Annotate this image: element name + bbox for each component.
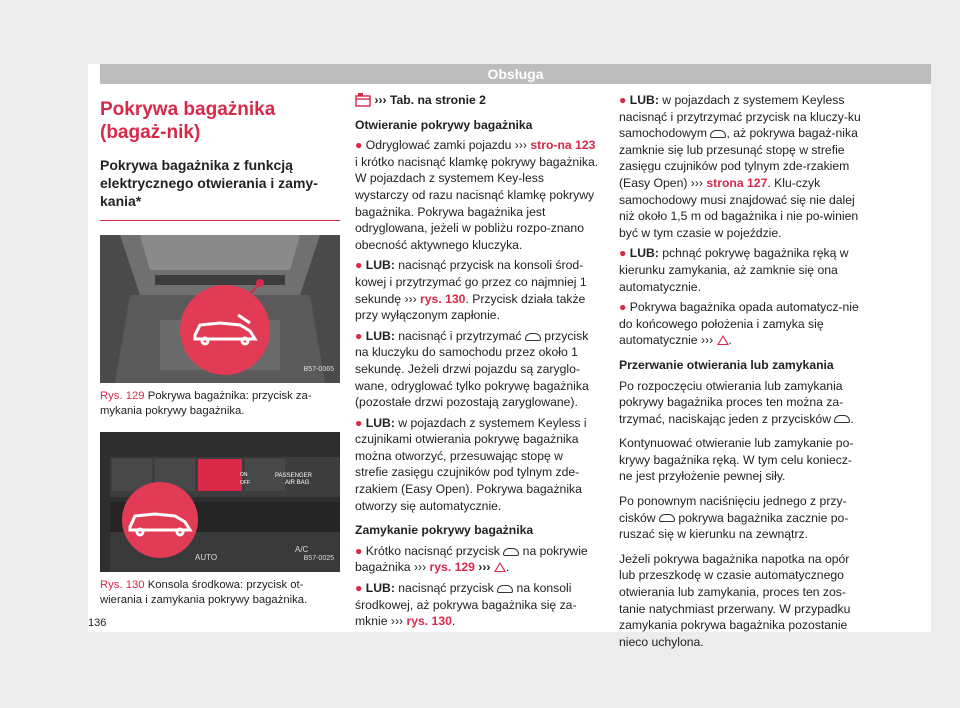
off-label: OFF (240, 480, 250, 486)
list-item: ● LUB: nacisnąć przycisk na konsoli środ-kowej i przytrzymać go przez co najmniej 1 sekundę ››› rys. 130. Przycisk działa także przy wyłączonym zapłonie. (355, 258, 587, 323)
column-right (619, 92, 862, 658)
subheading-stop: Przerwanie otwierania lub zamykania (619, 357, 834, 372)
page-number: 136 (88, 617, 107, 629)
figure-ref: Rys. 129 (100, 390, 145, 402)
on-label: ON (240, 472, 248, 478)
warning-icon (494, 562, 506, 572)
figure-ref: Rys. 130 (100, 579, 145, 591)
ac-label: A/C (295, 545, 309, 554)
paragraph: Jeżeli pokrywa bagażnika napotka na opór lub przeszkodę w czasie automatycznego otwierania lub zamykania, proces ten zos-tanie natychmiast przerwany. W przypadku zamykania pokrywa bagażnika pozostanie nieco uchylona. (619, 551, 851, 649)
list-item: ● LUB: nacisnąć przycisk na konsoli środkowej, aż pokrywa bagażnika się za-mknie ››› rys. 130. (355, 581, 577, 629)
book-tab-icon (355, 93, 371, 107)
list-item: ● Odryglować zamki pojazdu ››› stro-na 123 i krótko nacisnąć klamkę pokrywy bagażnika. W pojazdach z systemem Key-less wystarczy od razu nacisnąć klamkę pokrywy bagażnika. Pokrywa bagażnika jest odryglowana, jeżeli w pobliżu rozpo-znano obecność aktywnego kluczyka. (355, 138, 599, 252)
car-key-icon (497, 585, 513, 593)
car-key-icon (834, 415, 850, 423)
figure-link[interactable]: rys. 130 (406, 614, 452, 629)
bullet-icon: ● (619, 246, 627, 261)
bullet-icon: ● (619, 300, 627, 315)
column-left (100, 92, 340, 621)
paragraph: Po ponownym naciśnięciu jednego z przy-cisków pokrywa bagażnika zacznie po-ruszać się w kierunku na zewnątrz. (619, 494, 849, 542)
car-key-icon (503, 548, 519, 556)
list-item: ● LUB: pchnąć pokrywę bagażnika ręką w kierunku zamykania, aż zamknie się ona automatycznie. (619, 246, 849, 294)
section-subtitle: Pokrywa bagażnika z funkcją elektrycznego otwierania i zamy-kania* (100, 157, 318, 209)
tab-reference[interactable] (355, 92, 599, 109)
figure-code: B57-0065 (303, 366, 334, 374)
paragraph: Po rozpoczęciu otwierania lub zamykania pokrywy bagażnika proces ten można za-trzymać, naciskając jeden z przycisków . (619, 378, 854, 426)
car-key-icon (525, 333, 541, 341)
figure-console (100, 432, 340, 572)
bullet-icon: ● (355, 138, 363, 153)
car-key-icon (710, 130, 726, 138)
figure-caption (100, 578, 340, 607)
subheading-close: Zamykanie pokrywy bagażnika (355, 523, 534, 538)
page-link[interactable]: stro-na 123 (530, 138, 596, 153)
page-link[interactable]: strona 127 (706, 175, 768, 190)
figure-trunk-lid (100, 235, 340, 383)
passenger-label: PASSENGER (275, 473, 312, 479)
title-divider (100, 220, 340, 221)
list-item: ● LUB: w pojazdach z systemem Keyless nacisnąć i przytrzymać przycisk na kluczy-ku samochodowym , aż pokrywa bagaż-nika zamknie się lub przesunąć stopę w strefie zasięgu czujników pod tylnym zde-rzakiem (Easy Open) ››› strona 127. Klu-czyk samochodowy musi znajdować się nie dalej niż około 1,5 m od bagażnika i nie po-winien być w tym czasie w pojeździe. (619, 93, 861, 240)
column-middle (355, 92, 599, 634)
warning-icon (717, 335, 729, 345)
car-key-icon (659, 514, 675, 522)
paragraph: Kontynuować otwieranie lub zamykanie po-krywy bagażnika ręką. W tym celu koniecz-ne jest przyłożenie pewnej siły. (619, 436, 854, 484)
page-title: Pokrywa bagażnika (bagaż-nik) (100, 99, 276, 143)
bullet-icon: ● (355, 581, 363, 596)
figure-link[interactable]: rys. 129 (429, 560, 475, 575)
trunk-lid-illustration (100, 235, 340, 383)
bullet-icon: ● (355, 258, 363, 273)
airbag-label: AIR BAG (285, 480, 310, 486)
auto-label: AUTO (195, 553, 218, 562)
figure-caption-text: Pokrywa bagażnika: przycisk za-mykania pokrywy bagażnika. (100, 390, 312, 417)
figure-caption (100, 389, 340, 418)
bullet-icon: ● (619, 93, 627, 107)
bullet-icon: ● (355, 415, 363, 430)
list-item: ● Pokrywa bagażnika opada automatycz-nie do końcowego położenia i zamyka się automatycznie ››› . (619, 300, 859, 348)
section-header: Obsługa (100, 64, 931, 84)
subheading-open: Otwieranie pokrywy bagażnika (355, 117, 533, 132)
bullet-icon: ● (355, 543, 363, 558)
bullet-icon: ● (355, 328, 363, 343)
list-item: ● LUB: w pojazdach z systemem Keyless i czujnikami otwierania pokrywę bagażnika można otworzyć, przesuwając stopę w strefie zasięgu czujników pod tylnym zde-rzakiem (Easy Open). Pokrywa bagażnika otworzy się automatycznie. (355, 415, 587, 513)
figure-code: B57-0025 (303, 555, 334, 563)
list-item: ● Krótko nacisnąć przycisk na pokrywie bagażnika ››› rys. 129 ››› . (355, 543, 588, 575)
figure-caption-text: Konsola środkowa: przycisk ot-wierania i zamykania pokrywy bagażnika. (100, 579, 308, 606)
list-item: ● LUB: nacisnąć i przytrzymać przycisk na kluczyku do samochodu przez około 1 sekundę. Jeżeli drzwi pojazdu są zaryglo-wane, odryglować tylko pokrywę bagażnika (pozostałe drzwi pozostają zaryglowane). (355, 328, 589, 410)
tab-reference-text: ››› Tab. na stronie 2 (374, 93, 486, 107)
figure-link[interactable]: rys. 130 (420, 291, 466, 306)
